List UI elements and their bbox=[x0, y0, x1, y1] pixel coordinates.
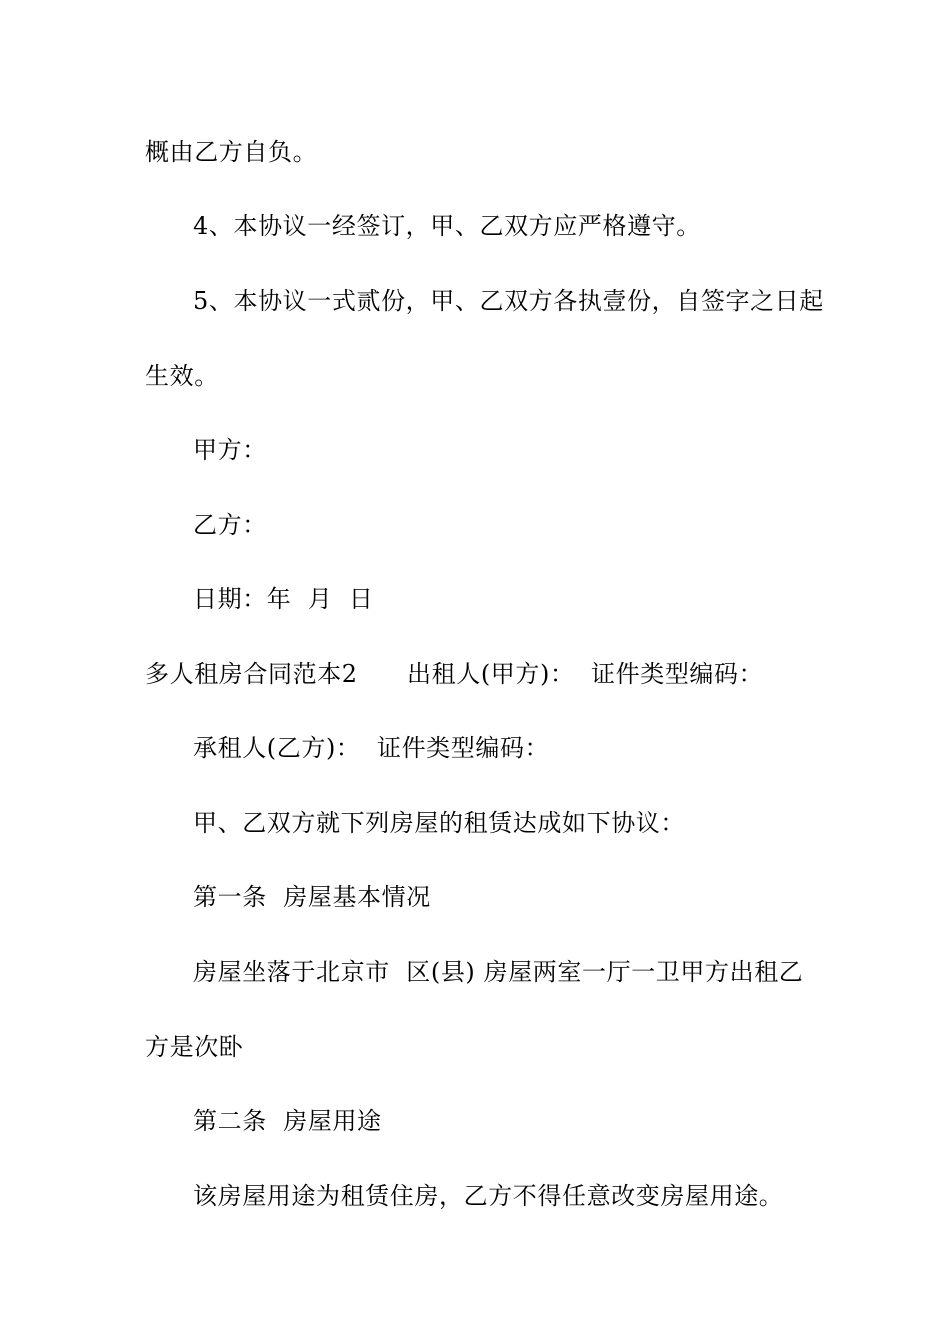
text-line: 房屋坐落于北京市 区(县) 房屋两室一厅一卫甲方出租乙 bbox=[193, 958, 804, 986]
text-line: 日期：年 月 日 bbox=[193, 585, 374, 613]
text-line: 乙方： bbox=[193, 511, 267, 539]
text-line: 方是次卧 bbox=[145, 1033, 244, 1061]
text-line: 4、本协议一经签订，甲、乙双方应严格遵守。 bbox=[193, 212, 701, 240]
text-line: 甲、乙双方就下列房屋的租赁达成如下协议： bbox=[193, 809, 685, 837]
text-line: 第二条 房屋用途 bbox=[193, 1107, 382, 1135]
text-line: 生效。 bbox=[145, 362, 219, 390]
text-line: 甲方： bbox=[193, 436, 267, 464]
text-line: 概由乙方自负。 bbox=[145, 138, 318, 166]
text-line: 承租人(乙方)： 证件类型编码： bbox=[193, 734, 550, 762]
text-line: 多人租房合同范本2 出租人(甲方)： 证件类型编码： bbox=[145, 660, 764, 688]
text-line: 第一条 房屋基本情况 bbox=[193, 883, 431, 911]
text-line: 该房屋用途为租赁住房，乙方不得任意改变房屋用途。 bbox=[193, 1182, 784, 1210]
text-line: 5、本协议一式贰份，甲、乙双方各执壹份，自签字之日起 bbox=[193, 287, 824, 315]
